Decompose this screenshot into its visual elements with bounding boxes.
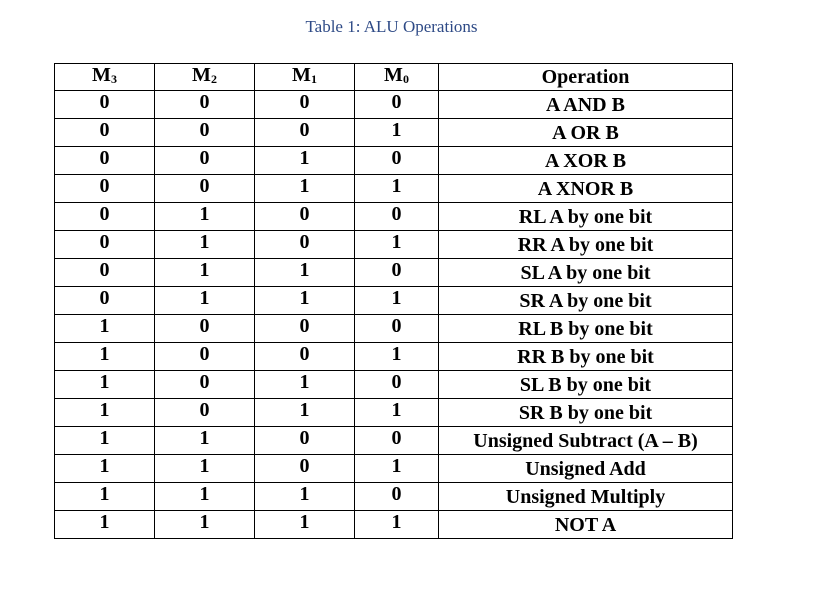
operation-cell: SL B by one bit xyxy=(439,371,733,399)
m0-cell: 0 xyxy=(355,147,439,175)
m3-cell: 1 xyxy=(55,455,155,483)
m0-cell: 1 xyxy=(355,119,439,147)
header-row xyxy=(55,64,733,91)
m1-cell: 0 xyxy=(255,343,355,371)
m2-cell: 1 xyxy=(155,511,255,539)
m2-cell: 1 xyxy=(155,287,255,315)
operation-cell: RL A by one bit xyxy=(439,203,733,231)
operation-cell: A AND B xyxy=(439,91,733,119)
operation-cell: RR A by one bit xyxy=(439,231,733,259)
m1-cell: 0 xyxy=(255,315,355,343)
m0-cell: 0 xyxy=(355,315,439,343)
m0-cell: 1 xyxy=(355,399,439,427)
header-m2-base: M xyxy=(192,64,211,86)
m3-cell: 1 xyxy=(55,371,155,399)
operation-cell: Unsigned Add xyxy=(439,455,733,483)
table-row xyxy=(55,231,733,259)
m3-cell: 1 xyxy=(55,483,155,511)
m1-cell: 0 xyxy=(255,427,355,455)
m3-cell: 0 xyxy=(55,203,155,231)
m2-cell: 1 xyxy=(155,483,255,511)
header-operation: Operation xyxy=(439,64,733,91)
table-row xyxy=(55,91,733,119)
table-row xyxy=(55,147,733,175)
operation-cell: SR B by one bit xyxy=(439,399,733,427)
operation-cell: A XNOR B xyxy=(439,175,733,203)
m1-cell: 1 xyxy=(255,483,355,511)
header-m0 xyxy=(355,64,439,91)
m3-cell: 0 xyxy=(55,259,155,287)
m1-cell: 0 xyxy=(255,455,355,483)
table-row xyxy=(55,119,733,147)
alu-operations-table xyxy=(54,63,733,539)
m0-cell: 1 xyxy=(355,175,439,203)
m1-cell: 1 xyxy=(255,287,355,315)
table-header xyxy=(55,64,733,91)
m0-cell: 1 xyxy=(355,511,439,539)
header-m1 xyxy=(255,64,355,91)
table-row xyxy=(55,399,733,427)
header-m0-base: M xyxy=(384,64,403,86)
m1-cell: 1 xyxy=(255,147,355,175)
header-m1-base: M xyxy=(292,64,311,86)
m3-cell: 0 xyxy=(55,91,155,119)
m2-cell: 0 xyxy=(155,91,255,119)
m2-cell: 1 xyxy=(155,231,255,259)
table-row xyxy=(55,371,733,399)
header-m2 xyxy=(155,64,255,91)
m3-cell: 1 xyxy=(55,315,155,343)
operation-cell: SL A by one bit xyxy=(439,259,733,287)
m2-cell: 0 xyxy=(155,175,255,203)
operation-cell: RR B by one bit xyxy=(439,343,733,371)
m2-cell: 0 xyxy=(155,343,255,371)
m3-cell: 0 xyxy=(55,231,155,259)
m3-cell: 0 xyxy=(55,119,155,147)
m0-cell: 0 xyxy=(355,483,439,511)
m2-cell: 1 xyxy=(155,455,255,483)
m0-cell: 1 xyxy=(355,343,439,371)
table-row xyxy=(55,483,733,511)
m3-cell: 0 xyxy=(55,147,155,175)
table-row xyxy=(55,455,733,483)
table-row xyxy=(55,203,733,231)
table-row xyxy=(55,287,733,315)
operation-cell: NOT A xyxy=(439,511,733,539)
m3-cell: 1 xyxy=(55,399,155,427)
m1-cell: 1 xyxy=(255,511,355,539)
table-row xyxy=(55,427,733,455)
table-row xyxy=(55,343,733,371)
operation-cell: RL B by one bit xyxy=(439,315,733,343)
m1-cell: 1 xyxy=(255,175,355,203)
m2-cell: 0 xyxy=(155,371,255,399)
header-m3-subscript: 3 xyxy=(110,72,117,86)
m1-cell: 1 xyxy=(255,399,355,427)
m3-cell: 1 xyxy=(55,343,155,371)
m0-cell: 0 xyxy=(355,427,439,455)
header-m1-subscript: 1 xyxy=(310,72,317,86)
operation-cell: Unsigned Subtract (A – B) xyxy=(439,427,733,455)
table-body xyxy=(55,91,733,539)
operation-cell: Unsigned Multiply xyxy=(439,483,733,511)
m1-cell: 0 xyxy=(255,119,355,147)
m0-cell: 1 xyxy=(355,231,439,259)
m1-cell: 1 xyxy=(255,259,355,287)
m0-cell: 1 xyxy=(355,287,439,315)
table-row xyxy=(55,315,733,343)
m3-cell: 0 xyxy=(55,175,155,203)
table-caption: Table 1: ALU Operations xyxy=(305,17,478,36)
table-row xyxy=(55,259,733,287)
m1-cell: 0 xyxy=(255,203,355,231)
m2-cell: 0 xyxy=(155,147,255,175)
m0-cell: 0 xyxy=(355,203,439,231)
operation-cell: A XOR B xyxy=(439,147,733,175)
m2-cell: 0 xyxy=(155,119,255,147)
table-row xyxy=(55,175,733,203)
m3-cell: 0 xyxy=(55,287,155,315)
m2-cell: 0 xyxy=(155,315,255,343)
m0-cell: 0 xyxy=(355,371,439,399)
m2-cell: 1 xyxy=(155,203,255,231)
header-m0-subscript: 0 xyxy=(402,72,409,86)
header-m3-base: M xyxy=(92,64,111,86)
operation-cell: SR A by one bit xyxy=(439,287,733,315)
m0-cell: 0 xyxy=(355,259,439,287)
m3-cell: 1 xyxy=(55,511,155,539)
m3-cell: 1 xyxy=(55,427,155,455)
operation-cell: A OR B xyxy=(439,119,733,147)
header-m3 xyxy=(55,64,155,91)
m2-cell: 1 xyxy=(155,427,255,455)
header-m2-subscript: 2 xyxy=(210,72,217,86)
m2-cell: 0 xyxy=(155,399,255,427)
m0-cell: 1 xyxy=(355,455,439,483)
table-row xyxy=(55,511,733,539)
m2-cell: 1 xyxy=(155,259,255,287)
m0-cell: 0 xyxy=(355,91,439,119)
m1-cell: 0 xyxy=(255,91,355,119)
m1-cell: 0 xyxy=(255,231,355,259)
m1-cell: 1 xyxy=(255,371,355,399)
